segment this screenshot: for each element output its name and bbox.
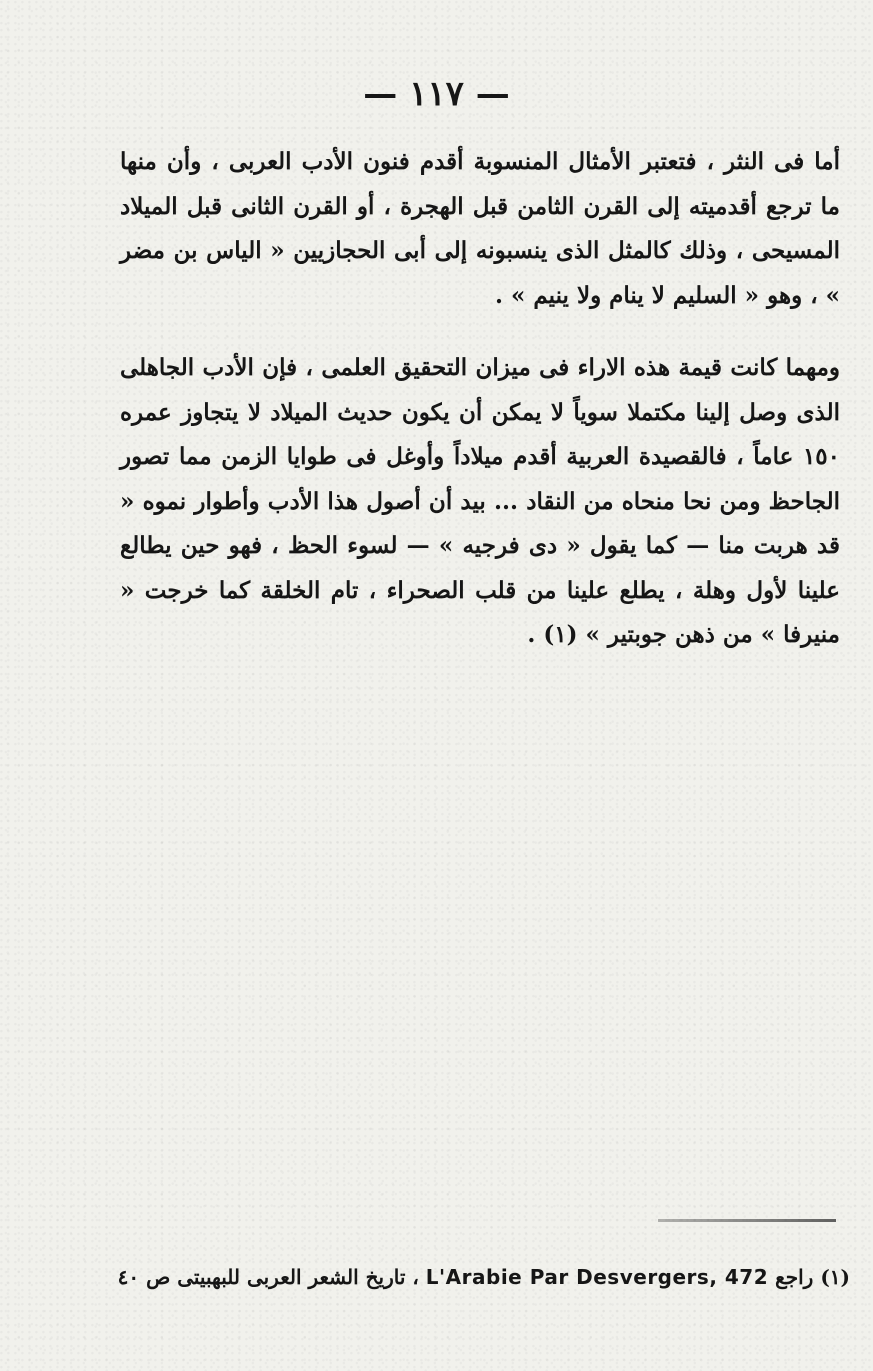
paragraph-text: ومهما كانت قيمة هذه الاراء فى ميزان التحقيق العلمى ، فإن الأدب الجاهلى الذى وصل إلينا مكتملا سوياً لا يمكن أن يكون حديث الميلاد لا يتجاوز عمره ١٥٠ عاماً ، فالقصيدة العربية أقدم ميلاداً وأوغل فى طوايا الزمن مما تصور الجاحظ ومن نحا منحاه من النقاد ... بيد أن أصول هذا الأدب وأطوار نموه « قد هربت منا — كما يقول « دى فرجيه » — لسوء الحظ ، فهو حين يطالع علينا لأول وهلة ، يطلع علينا من قلب الصحراء ، تام الخلقة كما خرجت « منيرفا » من ذهن جوبتير » (١) . — [120, 354, 840, 648]
footnote-marker: (١) — [820, 1265, 850, 1289]
page-number: — ١١٧ — — [363, 74, 510, 114]
footnote-separator — [658, 1219, 836, 1222]
paragraph-text: أما فى النثر ، فتعتبر الأمثال المنسوبة أقدم فنون الأدب العربى ، وأن منها ما ترجع أقدميته إلى القرن الثامن قبل الهجرة ، أو القرن الثانى قبل الميلاد المسيحى ، وذلك كالمثل الذى ينسبونه إلى أبى الحجازيين « الياس بن مضر » ، وهو « السليم لا ينام ولا ينيم » . — [120, 148, 840, 309]
footnote — [117, 1262, 850, 1292]
paragraph-2 — [120, 346, 840, 658]
footnote-tail: ، تاريخ الشعر العربى للبهبيتى ص ٤٠ — [117, 1265, 419, 1289]
paragraph-1 — [120, 140, 840, 318]
footnote-lead: راجع — [775, 1265, 814, 1289]
footnote-latin-reference: L'Arabie Par Desvergers, 472 — [425, 1265, 769, 1289]
